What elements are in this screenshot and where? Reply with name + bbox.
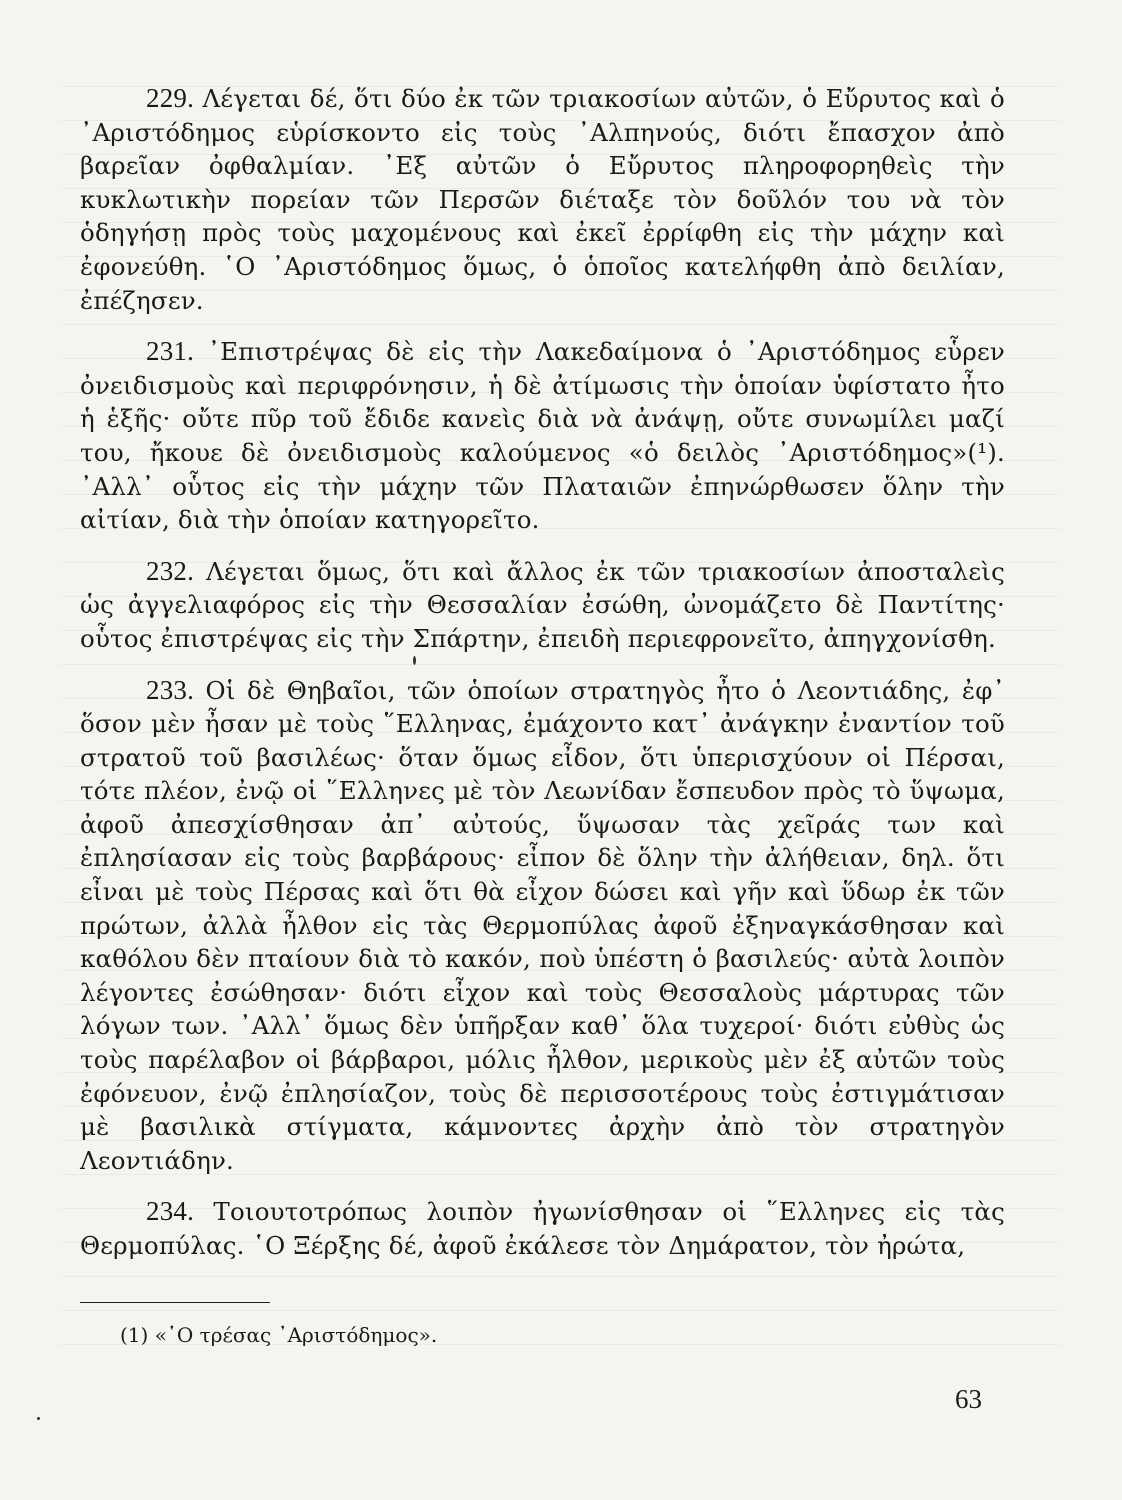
ink-speck	[37, 1417, 40, 1420]
paragraph-number: 232.	[146, 555, 195, 586]
paragraph-number: 231.	[146, 336, 195, 367]
paragraph-text: Οἱ δὲ Θηβαῖοι, τῶν ὁποίων στρατηγὸς ἦτο ὁ Λεοντιάδης, ἐφ᾿ ὅσον μὲν ἦσαν μὲ τοὺς ῞Ελληνας, ἐμάχοντο κατ᾿ ἀνάγκην ἐναντίον τοῦ στρατοῦ τοῦ βασιλέως· ὅταν ὅμως εἶδον, ὅτι ὑπερισχύουν οἱ Πέρσαι, τότε πλέον, ἐνῷ οἱ ῞Ελληνες μὲ τὸν Λεωνίδαν ἔσπευδον πρὸς τὸ ὕψωμα, ἀφοῦ ἀπεσχίσθησαν ἀπ᾿ αὐτούς, ὕψωσαν τὰς χεῖράς των καὶ ἐπλησίασαν εἰς τοὺς βαρβάρους· εἶπον δὲ ὅλην τὴν ἀλήθειαν, δηλ. ὅτι εἶναι μὲ τοὺς Πέρσας καὶ ὅτι θὰ εἶχον δώσει καὶ γῆν καὶ ὕδωρ ἐκ τῶν πρώτων, ἀλλὰ ἦλθον εἰς τὰς Θερμοπύλας ἀφοῦ ἐξηναγκάσθησαν καὶ καθόλου δὲν πταίουν διὰ τὸ κακόν, ποὺ ὑπέστη ὁ βασιλεύς· αὐτὰ λοιπὸν λέγοντες ἐσώθησαν· διότι εἶχον καὶ τοὺς Θεσσαλοὺς μάρτυρας τῶν λόγων των. ᾿Αλλ᾿ ὅμως δὲν ὑπῆρξαν καθ᾿ ὅλα τυχεροί· διότι εὐθὺς ὡς τοὺς παρέλαβον οἱ βάρβαροι, μόλις ἦλθον, μερικοὺς μὲν ἐξ αὐτῶν τοὺς ἐφόνευον, ἐνῷ ἐπλησίαζον, τοὺς δὲ περισσοτέρους τοὺς ἐστιγμάτισαν μὲ βασιλικὰ στίγματα, κάμνοντες ἀρχὴν ἀπὸ τὸν στρατηγὸν Λεοντιάδην.	[80, 675, 1005, 1175]
paragraph-number: 234.	[146, 1196, 195, 1227]
paragraph-text: Λέγεται δέ, ὅτι δύο ἐκ τῶν τριακοσίων αὐτῶν, ὁ Εὔρυτος καὶ ὁ ᾿Αριστόδημος εὑρίσκοντο εἰς τοὺς ᾿Αλπηνούς, διότι ἔπασχον ἀπὸ βαρεῖαν ὀφθαλμίαν. ᾿Εξ αὐτῶν ὁ Εὔρυτος πληροφορηθεὶς τὴν κυκλωτικὴν πορείαν τῶν Περσῶν διέταξε τὸν δοῦλόν του νὰ τὸν ὁδηγήσῃ πρὸς τοὺς μαχομένους καὶ ἐκεῖ ἐρρίφθη εἰς τὴν μάχην καὶ ἐφονεύθη. ῾Ο ᾿Αριστόδημος ὅμως, ὁ ὁποῖος κατελήφθη ἀπὸ δειλίαν, ἐπέζησεν.	[80, 84, 1005, 315]
paragraph-232	[80, 555, 1005, 656]
paragraph-text: Τοιουτοτρόπως λοιπὸν ἠγωνίσθησαν οἱ ῞Ελληνες εἰς τὰς Θερμοπύλας. ῾Ο Ξέρξης δέ, ἀφοῦ ἐκάλεσε τὸν Δημάρατον, τὸν ἠρώτα,	[80, 1197, 1005, 1260]
paragraph-number: 233.	[146, 674, 195, 705]
paragraph-233	[80, 674, 1005, 1178]
paragraph-229	[80, 82, 1005, 317]
paragraph-text: ᾿Επιστρέψας δὲ εἰς τὴν Λακεδαίμονα ὁ ᾿Αριστόδημος εὗρεν ὀνειδισμοὺς καὶ περιφρόνησιν, ἡ δὲ ἀτίμωσις τὴν ὁποίαν ὑφίστατο ἦτο ἡ ἑξῆς· οὔτε πῦρ τοῦ ἔδιδε κανεὶς διὰ νὰ ἀνάψῃ, οὔτε συνωμίλει μαζί του, ἤκουε δὲ ὀνειδισμοὺς καλούμενος «ὁ δειλὸς ᾿Αριστόδημος»(¹). ᾿Αλλ᾿ οὗτος εἰς τὴν μάχην τῶν Πλαταιῶν ἐπηνώρθωσεν ὅλην τὴν αἰτίαν, διὰ τὴν ὁποίαν κατηγορεῖτο.	[80, 337, 1005, 535]
paragraph-number: 229.	[146, 83, 195, 113]
page-number: 63	[955, 1384, 982, 1414]
paragraph-text: Λέγεται ὅμως, ὅτι καὶ ἄλλος ἐκ τῶν τριακοσίων ἀποσταλεὶς ὡς ἀγγελιαφόρος εἰς τὴν Θεσσαλίαν ἐσώθη, ὠνομάζετο δὲ Παντίτης· οὗτος ἐπιστρέψας εἰς τὴν Σπάρτην, ἐπειδὴ περιεφρονεῖτο, ἀπηγχονίσθη.	[80, 556, 1005, 653]
footnote-divider	[80, 1302, 270, 1303]
main-text	[80, 82, 1005, 1281]
paragraph-234	[80, 1195, 1005, 1262]
footnote: (1) «῾Ο τρέσας ᾿Αριστόδημος».	[120, 1323, 438, 1347]
paragraph-231	[80, 335, 1005, 537]
ink-speck	[413, 656, 416, 665]
